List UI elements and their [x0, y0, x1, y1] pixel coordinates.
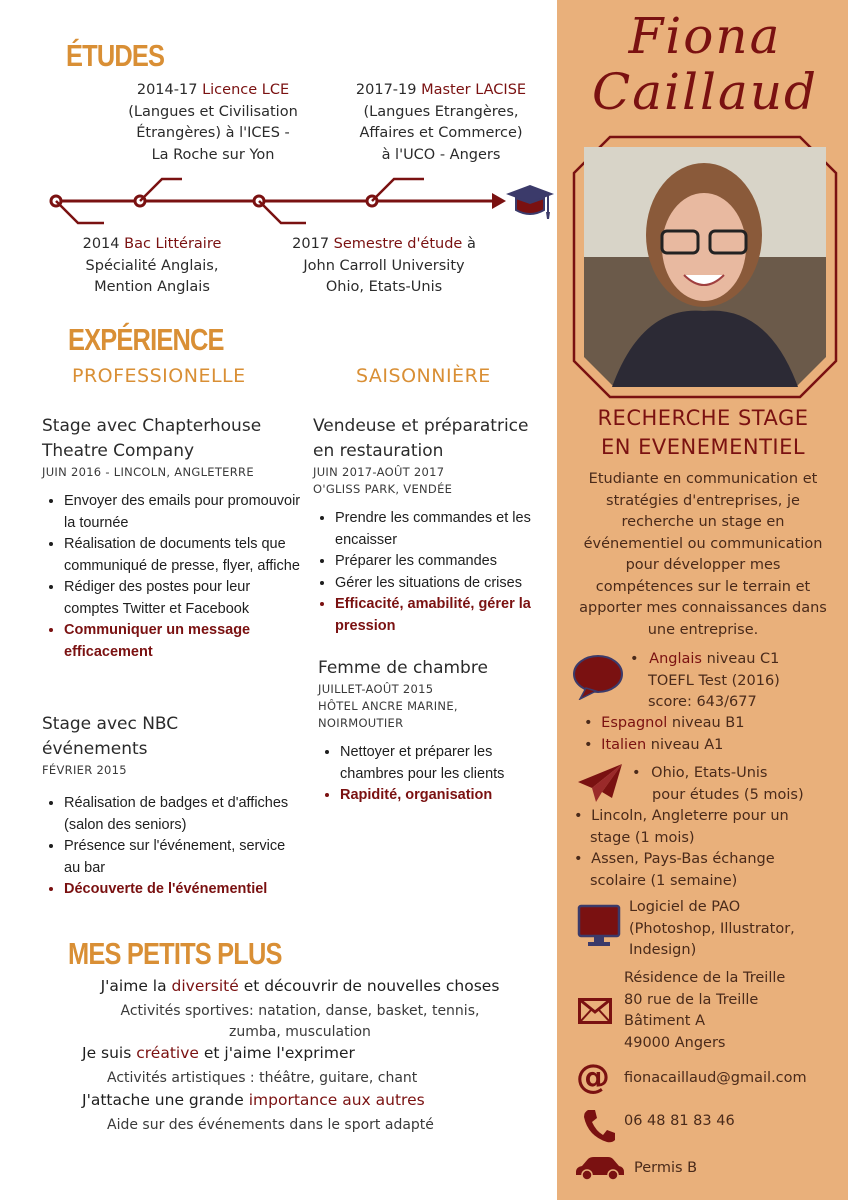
intro-line: recherche un stage en: [621, 514, 785, 530]
bullet-item: • Réalisation de documents tels que communiqué de presse, flyer, affiche: [64, 534, 302, 577]
travel-line: Assen, Pays-Bas échange: [591, 851, 775, 867]
intro-line: pour développer mes: [625, 557, 781, 573]
study-year: 2017: [292, 236, 330, 252]
address-line: Bâtiment A: [624, 1013, 705, 1029]
bullet-item: • Gérer les situations de crises: [335, 573, 557, 595]
job-meta: JUIN 2017-AOÛT 2017: [313, 465, 445, 479]
experience-title: EXPÉRIENCE: [68, 322, 224, 357]
study-line: Ohio, Etats-Unis: [325, 279, 443, 295]
speech-bubble-icon: [572, 654, 624, 700]
travel-item: • Ohio, Etats-Unis pour études (5 mois): [632, 763, 842, 806]
job-title-line: événements: [42, 739, 148, 759]
job-title-line: Femme de chambre: [318, 658, 488, 678]
at-icon: @: [576, 1057, 610, 1097]
job-title-line: Vendeuse et préparatrice: [313, 416, 529, 436]
language-extra: TOEFL Test (2016): [648, 672, 780, 689]
study-item-licence: [110, 80, 316, 166]
plus-text: J'aime la: [100, 977, 172, 995]
bullet-highlight: • Rapidité, organisation: [340, 785, 554, 807]
job-meta: NOIRMOUTIER: [318, 716, 404, 730]
plus-item-creative: [82, 1044, 542, 1062]
bullet-highlight: • Communiquer un message efficacement: [64, 620, 302, 663]
study-title: Licence LCE: [202, 82, 290, 98]
graduation-cap-icon: [504, 182, 556, 224]
education-timeline: [44, 160, 564, 240]
intro-line: Etudiante en communication et: [588, 471, 818, 487]
email-address[interactable]: fionacaillaud@gmail.com: [624, 1070, 807, 1086]
study-line: John Carroll University: [303, 257, 465, 274]
bullet-item: • Envoyer des emails pour promouvoir la tournée: [64, 491, 302, 534]
study-line: (Langues Etrangères,: [363, 103, 519, 120]
study-line: Mention Anglais: [94, 279, 210, 295]
language-level: niveau C1: [701, 651, 780, 667]
study-line: Affaires et Commerce): [359, 125, 523, 141]
plus-highlight: diversité: [171, 977, 239, 995]
intro-line: compétences sur le terrain et: [595, 578, 811, 595]
intro-line: apporter mes connaissances dans: [579, 600, 827, 616]
bullet-item: • Rédiger des postes pour leur comptes Twitter et Facebook: [64, 577, 302, 620]
study-item-master: [336, 80, 546, 166]
plus-sub: [107, 1115, 547, 1136]
software-line: Logiciel de PAO: [629, 899, 741, 915]
study-title: Bac Littéraire: [124, 236, 222, 252]
job-title: [313, 414, 557, 464]
travel-line: Lincoln, Angleterre pour un: [591, 808, 789, 824]
travel-list: • Lincoln, Angleterre pour un stage (1 mois) • Assen, Pays-Bas échange scolaire (1 semaine): [574, 806, 844, 892]
address-line: 80 rue de la Treille: [624, 991, 759, 1008]
study-title: Master LACISE: [421, 82, 527, 98]
software-line: Indesign): [629, 942, 697, 958]
job-meta: FÉVRIER 2015: [42, 763, 127, 777]
phone-icon: [582, 1108, 616, 1144]
bullet-item: • Présence sur l'événement, service au bar: [64, 836, 302, 879]
plus-text: Je suis: [82, 1044, 137, 1062]
software-skills: [629, 897, 839, 962]
intro-line: événementiel ou communication: [583, 535, 823, 552]
bullet-item: • Réalisation de badges et d'affiches (salon des seniors): [64, 793, 302, 836]
bullet-item: • Nettoyer et préparer les chambres pour les clients: [340, 742, 554, 785]
travel-line: Ohio, Etats-Unis: [651, 765, 768, 781]
study-year: 2014: [82, 236, 120, 252]
language-level: niveau B1: [667, 715, 745, 731]
language-other: • Espagnol niveau B1 • Italien niveau A1: [584, 715, 745, 753]
headline-line-1: RECHERCHE STAGE: [597, 406, 809, 430]
travel-line: stage (1 mois): [590, 829, 695, 846]
plus-sub-line: Activités artistiques : théâtre, guitare, chant: [107, 1070, 418, 1086]
plus-sub: [107, 1068, 547, 1089]
travel-line: scolaire (1 semaine): [590, 872, 738, 889]
study-line: Spécialité Anglais,: [85, 257, 219, 274]
plus-sub-line: Aide sur des événements dans le sport adapté: [107, 1117, 434, 1133]
experience-seasonal-heading: SAISONNIÈRE: [356, 365, 491, 387]
software-line: (Photoshop, Illustrator,: [629, 920, 795, 937]
job-bullets: [42, 491, 302, 663]
sidebar-intro: [560, 469, 846, 641]
job-title-line: Stage avec NBC: [42, 714, 179, 734]
study-title: Semestre d'étude: [333, 236, 463, 252]
study-item-bac: [62, 234, 242, 299]
travel-line: pour études (5 mois): [652, 786, 804, 803]
bullet-highlight: • Efficacité, amabilité, gérer la pression: [335, 594, 557, 637]
job-bullets: [42, 793, 302, 901]
plus-item-diversity: [60, 977, 540, 995]
language-name: Italien: [601, 736, 647, 753]
study-year: 2017-19: [355, 82, 417, 98]
job-chapterhouse: [42, 414, 302, 663]
experience-professional-heading: PROFESSIONELLE: [72, 365, 246, 387]
address-line: Résidence de la Treille: [624, 970, 786, 986]
intro-line: une entreprise.: [647, 621, 759, 638]
study-line: La Roche sur Yon: [151, 146, 275, 163]
candidate-name: [565, 8, 845, 120]
sidebar-headline: [565, 404, 841, 462]
job-bullets: [313, 508, 557, 637]
language-name: Espagnol: [601, 715, 668, 731]
language-name: Anglais: [649, 651, 702, 667]
studies-title: ÉTUDES: [66, 38, 165, 73]
intro-line: stratégies d'entreprises, je: [606, 492, 800, 509]
plus-highlight: importance aux autres: [248, 1091, 425, 1109]
study-line: Étrangères) à l'ICES -: [136, 125, 290, 141]
paper-plane-icon: [576, 762, 624, 804]
job-femme-de-chambre: [318, 656, 554, 807]
monitor-icon: [577, 904, 621, 948]
first-name: Fiona: [628, 7, 782, 65]
job-nbc: [42, 712, 302, 901]
job-title-line: en restauration: [313, 441, 444, 461]
last-name: Caillaud: [591, 63, 819, 121]
plus-text: et découvrir de nouvelles choses: [238, 977, 500, 995]
bullet-item: • Prendre les commandes et les encaisser: [335, 508, 557, 551]
plus-text: et j'aime l'exprimer: [198, 1044, 355, 1062]
language-extra: score: 643/677: [648, 694, 757, 710]
language-english: • Anglais niveau C1 TOEFL Test (2016) score: 643/677: [630, 649, 840, 714]
job-title-line: Stage avec Chapterhouse: [42, 416, 262, 436]
headline-line-2: EN EVENEMENTIEL: [600, 435, 806, 459]
plus-sub-line: Activités sportives: natation, danse, basket, tennis,: [120, 1003, 480, 1019]
plus-text: J'attache une grande: [82, 1091, 249, 1109]
job-title: [42, 414, 302, 464]
plus-item-others: [82, 1091, 542, 1109]
study-line: à l'UCO - Angers: [381, 146, 501, 163]
job-title: [318, 656, 554, 681]
car-icon: [574, 1156, 626, 1182]
plus-sub: [60, 1001, 540, 1043]
study-year: 2014-17: [136, 82, 198, 98]
job-meta: JUILLET-AOÛT 2015: [318, 682, 434, 696]
job-meta: HÔTEL ANCRE MARINE,: [318, 699, 458, 713]
phone-number[interactable]: 06 48 81 83 46: [624, 1113, 735, 1129]
bullet-highlight: • Découverte de l'événementiel: [64, 879, 302, 901]
job-title-line: Theatre Company: [42, 441, 195, 461]
address-line: 49000 Angers: [624, 1034, 726, 1051]
study-line: (Langues et Civilisation: [128, 103, 298, 120]
envelope-icon: [578, 998, 612, 1024]
address-block: [624, 968, 834, 1054]
job-bullets: [318, 742, 554, 807]
job-meta: O'GLISS PARK, VENDÉE: [313, 482, 453, 496]
study-suffix: à: [466, 236, 476, 252]
job-vendeuse: [313, 414, 557, 637]
driving-license: Permis B: [634, 1160, 698, 1176]
job-title: [42, 712, 302, 762]
plus-title: MES PETITS PLUS: [68, 936, 282, 971]
plus-highlight: créative: [136, 1044, 199, 1062]
language-level: niveau A1: [646, 736, 724, 753]
profile-photo: [572, 135, 838, 399]
job-meta: JUIN 2016 - LINCOLN, ANGLETERRE: [42, 465, 254, 479]
bullet-item: • Préparer les commandes: [335, 551, 557, 573]
plus-sub-line: zumba, musculation: [229, 1024, 371, 1040]
study-item-semester: [272, 234, 496, 299]
